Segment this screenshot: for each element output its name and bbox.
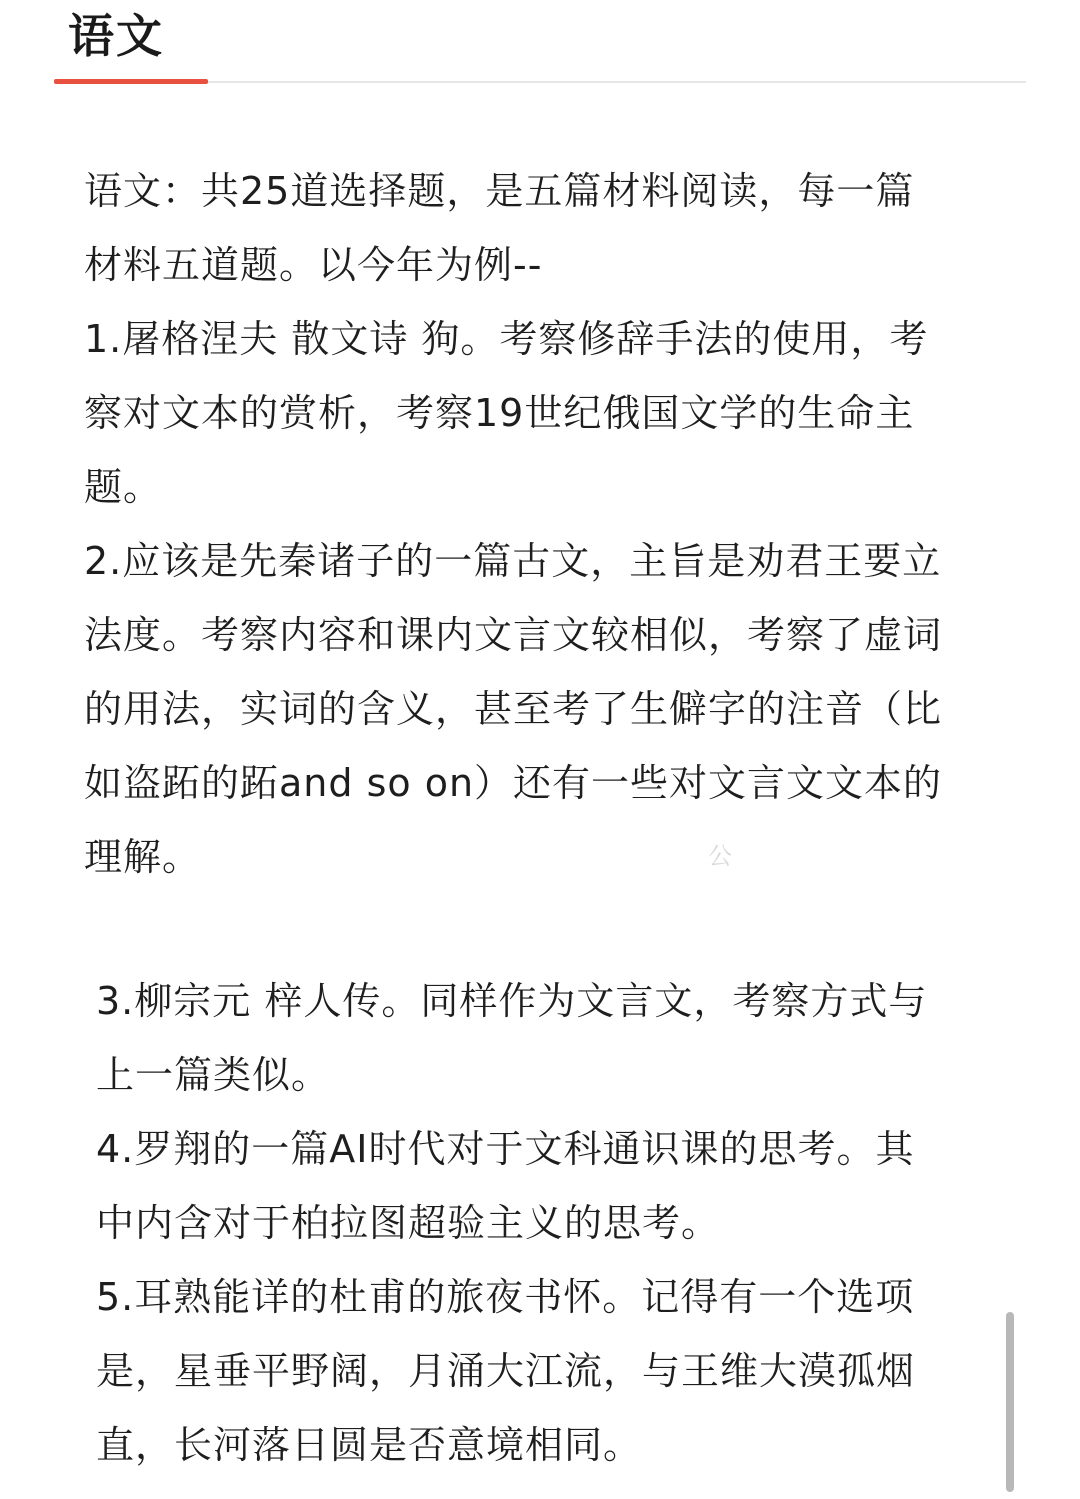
tab-active-indicator xyxy=(54,79,208,84)
article-paragraph-2: 3.柳宗元 梓人传。同样作为文言文，考察方式与上一篇类似。 4.罗翔的一篇AI时代对于文科通识课的思考。其中内含对于柏拉图超验主义的思考。 5.耳熟能详的杜甫的旅夜书怀。记得有一个选项是，星垂平野阔，月涌大江流，与王维大漠孤烟直，长河落日圆是否意境相同。 xyxy=(96,979,928,1467)
tab-bar xyxy=(0,0,1080,90)
watermark: 公 xyxy=(708,842,732,870)
vertical-scrollbar[interactable] xyxy=(1006,1312,1014,1492)
tab-yuwen[interactable]: 语文 xyxy=(68,9,164,63)
article-paragraph-1: 语文：共25道选择题，是五篇材料阅读，每一篇材料五道题。以今年为例-- 1.屠格涅夫 散文诗 狗。考察修辞手法的使用，考察对文本的赏析，考察19世纪俄国文学的生命主题。 2.应该是先秦诸子的一篇古文，主旨是劝君王要立法度。考察内容和课内文言文较相似，考察了虚词的用法，实词的含义，甚至考了生僻字的注音（比如盗跖的跖and so on）还有一些对文言文文本的理解。 xyxy=(84,169,943,879)
